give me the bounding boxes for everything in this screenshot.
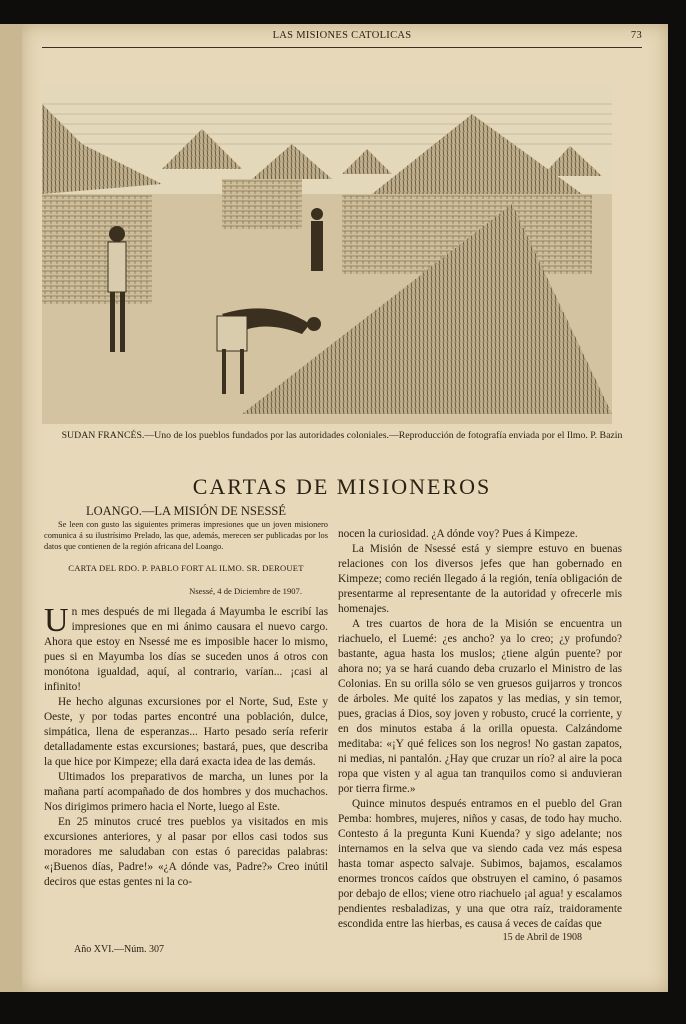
footer-issue: Año XVI.—Núm. 307	[74, 944, 164, 955]
village-engraving	[42, 84, 612, 424]
paragraph: nocen la curiosidad. ¿A dónde voy? Pues á Kimpeze.	[338, 528, 578, 540]
binding-edge	[0, 24, 22, 992]
section-title: CARTAS DE MISIONEROS	[192, 474, 492, 499]
page-number: 73	[630, 30, 642, 41]
paragraph: He hecho algunas excursiones por el Norte, Sud, Este y Oeste, y por todas partes encontré una población, dulce, simpática, llena de esperanzas... Harto pesado sería referir detalladamente estas excursiones; bastará, pues, que describa la que hice por Kimpeze; ella dará exacta idea de las demás.	[44, 696, 328, 768]
letter-date: Nsessé, 4 de Diciembre de 1907.	[189, 586, 302, 596]
article-intro: Se leen con gusto las siguientes primeras impresiones que un joven misionero comunica á su ilustrísimo Prelado, las que, además, merecen ser publicadas por los datos que contienen de la región africana del Loango.	[44, 520, 328, 551]
running-header	[42, 30, 642, 46]
paragraph: En 25 minutos crucé tres pueblos ya visitados en mis excursiones anteriores, y al pasar por ellos casi todos sus moradores me saludaban con estas ó parecidas palabras: «¡Buenos días, Padre!» «¿A dónde vas, Padre?» Creo inútil deciros que estas gentes ni la co-	[44, 816, 328, 888]
drop-cap: U	[44, 602, 69, 639]
paragraph: Quince minutos después entramos en el pueblo del Gran Pemba: hombres, mujeres, niños y casas, de todo hay mucho. Contesto á la pregunta Kuni Kuenda? y sigo adelante; nos internamos en la selva que va siendo cada vez más espesa hasta tomar aspecto salvaje. Subimos, bajamos, escalamos enormes troncos caídos que obstruyen el camino, ó pasamos por debajo de ellos; viene otro riachuelo ¡al agua! y escalamos pendientes resbaladizas, y una que otra raíz, traidoramente escondida entre las hierbas, es causa á veces de caídas que	[338, 798, 622, 930]
letter-salutation: CARTA DEL RDO. P. PABLO FORT AL ILMO. SR. DEROUET	[68, 563, 304, 573]
figure-caption: SUDAN FRANCÉS.—Uno de los pueblos fundados por las autoridades coloniales.—Reproducción de fotografía enviada por el Ilmo. P. Bazin	[61, 430, 623, 441]
footer-date: 15 de Abril de 1908	[502, 932, 582, 943]
paragraph: Ultimados los preparativos de marcha, un lunes por la mañana partí acompañado de dos hombres y dos muchachos. Nos dirigimos primero hacia el Norte, luego al Este.	[44, 771, 328, 813]
article-subtitle: LOANGO.—LA MISIÓN DE NSESSÉ	[85, 504, 286, 518]
paragraph: La Misión de Nsessé está y siempre estuvo en buenas relaciones con los diversos jefes que han gobernado en Kimpeze; como recién llegado á la región, tenía obligación de presentarme al representante de la autoridad y ofrecerle mis homenajes.	[338, 543, 622, 615]
paragraph: A tres cuartos de hora de la Misión se encuentra un riachuelo, el Luemé: ¿es ancho? ya lo creo; ¿y profundo? bastante, agua hasta los muslos; ¿tiene algún puente? por ahora no; ya se hará cuando deba cruzarlo el Ministro de las Colonias. En su orilla sólo se ven gruesos guijarros y troncos de árboles. Me quité los zapatos y las medias, y sin temor, pues, gracias á Dios, soy joven y robusto, crucé la corriente, y en dos minutos estaba á la orilla opuesta. Calzándome meditaba: «¡Y qué felices son los negros! No gastan zapatos, ni medias, ni pantalón. ¿Hay que cruzar un río? al aire la poca ropa que visten y al agua tan tranquilos como si anduvieran por tierra firme.»	[338, 618, 622, 795]
paragraph: Un mes después de mi llegada á Mayumba le escribí las impresiones que en mi ánimo causara el nuevo cargo. Ahora que estoy en Nsessé me es imposible hacer lo mismo, pues si en Mayumba los días se suceden unos á otros con monótona igualdad, aquí, al contrario, varían... ¡casi al infinito!	[44, 602, 328, 693]
journal-title: LAS MISIONES CATOLICAS	[272, 30, 412, 41]
left-column	[44, 504, 328, 890]
right-column	[338, 527, 622, 932]
header-rule	[42, 47, 642, 48]
